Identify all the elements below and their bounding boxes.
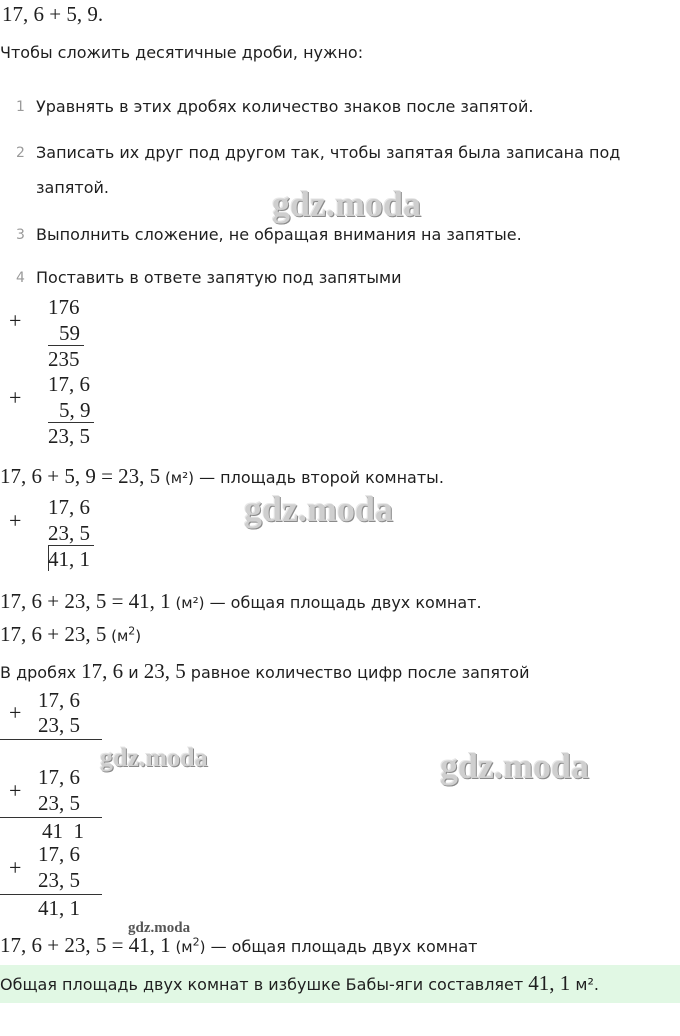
- sentence-pre: В дробях: [0, 663, 82, 682]
- equation-unit-open: (м: [106, 627, 129, 645]
- equation-total-area-final: [0, 933, 477, 958]
- answer-pre: Общая площадь двух комнат в избушке Бабы-яги составляет: [0, 975, 529, 994]
- equation-unit-sup: 2: [192, 935, 200, 949]
- step-3-text: Выполнить сложение, не обращая внимания на запятые.: [36, 225, 522, 244]
- answer-math: 41, 1: [528, 971, 571, 995]
- step-2-number: 2: [16, 145, 25, 161]
- equation-text: — общая площадь двух комнат.: [204, 593, 482, 612]
- answer-unit: м².: [570, 975, 599, 994]
- top-expression: 17, 6 + 5, 9.: [2, 2, 104, 26]
- sentence-a: 17, 6: [81, 659, 124, 683]
- equation-unit-close: ): [199, 938, 206, 956]
- addend-2: 59: [59, 321, 80, 345]
- sentence-mid: и: [123, 663, 144, 682]
- addend-1: 17, 6: [38, 765, 80, 789]
- equation-expression: [0, 622, 141, 647]
- equation-math: 17, 6 + 23, 5: [0, 622, 107, 646]
- equation-math: 17, 6 + 23, 5 = 41, 1: [0, 589, 171, 613]
- addend-2: 23, 5: [48, 521, 90, 545]
- equation-math: 17, 6 + 23, 5 = 41, 1: [0, 933, 171, 957]
- addend-1: 17, 6: [48, 372, 90, 396]
- plus-sign: +: [9, 385, 22, 410]
- sentence-b: 23, 5: [143, 659, 186, 683]
- plus-sign: +: [9, 508, 22, 533]
- equation-unit-close: ): [135, 627, 142, 645]
- sum-result: 235: [48, 347, 80, 371]
- equation-text: — площадь второй комнаты.: [194, 468, 444, 487]
- step-1-number: 1: [16, 99, 25, 115]
- addend-1: 176: [48, 295, 80, 319]
- sum-result: 41, 1: [48, 547, 90, 571]
- addend-1: 17, 6: [48, 495, 90, 519]
- equation-unit-open: (м: [170, 938, 193, 956]
- addend-2: 23, 5: [38, 791, 80, 815]
- watermark-logo: gdz.moda: [100, 743, 208, 772]
- sum-result: 41 1: [42, 819, 84, 843]
- sum-line: [0, 739, 102, 740]
- step-4-text: Поставить в ответе запятую под запятыми: [36, 268, 402, 287]
- watermark-logo: gdz.moda: [244, 489, 394, 529]
- answer-text: [0, 971, 599, 996]
- addend-2: 5, 9: [59, 398, 91, 422]
- addend-2: 23, 5: [38, 868, 80, 892]
- equation-unit-sup: 2: [128, 624, 136, 638]
- watermark-logo: gdz.moda: [128, 920, 191, 936]
- plus-sign: +: [9, 778, 22, 803]
- sum-result: 23, 5: [48, 424, 90, 448]
- plus-sign: +: [9, 855, 22, 880]
- sentence-post: равное количество цифр после запятой: [185, 663, 530, 682]
- step-3-number: 3: [16, 227, 25, 243]
- sum-result: 41, 1: [38, 896, 80, 920]
- intro-text: Чтобы сложить десятичные дроби, нужно:: [0, 43, 364, 62]
- equation-text: — общая площадь двух комнат: [205, 937, 478, 956]
- addend-1: 17, 6: [38, 688, 80, 712]
- step-2-text-cont: запятой.: [36, 178, 109, 197]
- equation-math: 17, 6 + 5, 9 = 23, 5: [0, 464, 161, 488]
- equal-digits-sentence: [0, 659, 529, 684]
- equation-second-room: [0, 464, 444, 489]
- addend-2: 23, 5: [38, 713, 80, 737]
- watermark-logo: gdz.moda: [440, 746, 590, 786]
- equation-total-area: [0, 589, 482, 614]
- plus-sign: +: [9, 308, 22, 333]
- plus-sign: +: [9, 700, 22, 725]
- step-2-text: Записать их друг под другом так, чтобы запятая была записана под: [36, 143, 621, 162]
- watermark-logo: gdz.moda: [272, 184, 422, 224]
- equation-unit: (м²): [160, 469, 194, 487]
- equation-unit: (м²): [170, 594, 205, 612]
- step-4-number: 4: [16, 270, 25, 286]
- step-1-text: Уравнять в этих дробях количество знаков после запятой.: [36, 97, 534, 116]
- addend-1: 17, 6: [38, 842, 80, 866]
